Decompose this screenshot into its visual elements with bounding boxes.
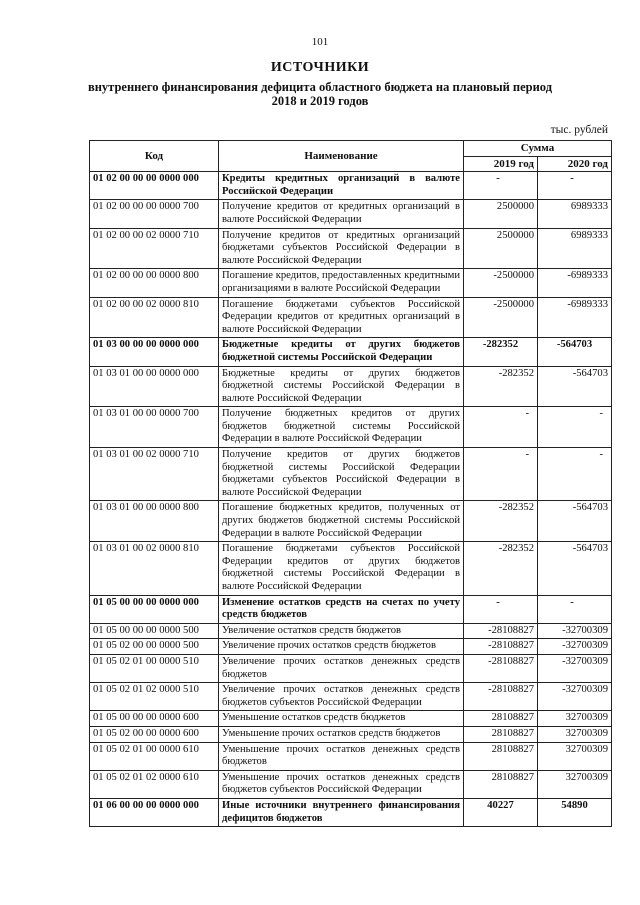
table-row: [90, 228, 612, 269]
row-value-2020: -: [538, 448, 612, 501]
row-name: Бюджетные кредиты от других бюджетов бюджетной системы Российской Федерации в валюте Российской Федерации: [219, 366, 464, 407]
row-value-2019: -28108827: [464, 623, 538, 639]
row-code: 01 02 00 00 00 0000 700: [90, 200, 219, 228]
table-row: [90, 623, 612, 639]
table-row: [90, 726, 612, 742]
row-code: 01 03 01 00 00 0000 000: [90, 366, 219, 407]
row-value-2019: -: [464, 595, 538, 623]
row-value-2019: -282352: [464, 338, 538, 366]
row-name: Иные источники внутреннего финансирования дефицитов бюджетов: [219, 798, 464, 826]
row-code: 01 03 01 00 00 0000 800: [90, 501, 219, 542]
table-row: [90, 172, 612, 200]
row-value-2019: -: [464, 448, 538, 501]
row-name: Погашение бюджетами субъектов Российской Федерации кредитов от других бюджетов бюджетной системы Российской Федерации в валюте Российской Федерации: [219, 542, 464, 595]
row-name: Увеличение остатков средств бюджетов: [219, 623, 464, 639]
page-number: 101: [311, 36, 329, 48]
row-code: 01 05 02 01 02 0000 510: [90, 683, 219, 711]
header-code: Код: [90, 141, 219, 172]
row-name: Погашение кредитов, предоставленных кредитными организациями в валюте Российской Федерации: [219, 269, 464, 297]
row-code: 01 02 00 00 02 0000 710: [90, 228, 219, 269]
row-value-2019: -: [464, 407, 538, 448]
row-name: Уменьшение остатков средств бюджетов: [219, 711, 464, 727]
row-value-2020: 32700309: [538, 742, 612, 770]
row-value-2019: -28108827: [464, 683, 538, 711]
row-code: 01 05 02 00 00 0000 600: [90, 726, 219, 742]
subtitle-line-1: внутреннего финансирования дефицита областного бюджета на плановый период: [87, 80, 553, 94]
row-name: Погашение бюджетами субъектов Российской Федерации кредитов от кредитных организаций в валюте Российской Федерации: [219, 297, 464, 338]
row-value-2020: 32700309: [538, 711, 612, 727]
table-row: [90, 639, 612, 655]
row-value-2020: -564703: [538, 338, 612, 366]
row-value-2019: 2500000: [464, 200, 538, 228]
row-value-2019: 2500000: [464, 228, 538, 269]
row-value-2019: -: [464, 172, 538, 200]
table-row: [90, 448, 612, 501]
row-value-2020: -32700309: [538, 683, 612, 711]
row-name: Получение кредитов от кредитных организаций в валюте Российской Федерации: [219, 200, 464, 228]
table-row: [90, 654, 612, 682]
row-value-2019: -282352: [464, 366, 538, 407]
row-value-2020: -6989333: [538, 269, 612, 297]
row-name: Изменение остатков средств на счетах по учету средств бюджетов: [219, 595, 464, 623]
row-value-2019: 28108827: [464, 726, 538, 742]
row-value-2020: 6989333: [538, 228, 612, 269]
row-code: 01 05 02 01 00 0000 510: [90, 654, 219, 682]
row-value-2020: -: [538, 407, 612, 448]
row-name: Получение кредитов от кредитных организаций бюджетами субъектов Российской Федерации в валюте Российской Федерации: [219, 228, 464, 269]
table-row: [90, 742, 612, 770]
row-value-2020: -32700309: [538, 623, 612, 639]
table-row: [90, 297, 612, 338]
table-row: [90, 269, 612, 297]
row-value-2019: -28108827: [464, 639, 538, 655]
row-name: Уменьшение прочих остатков денежных средств бюджетов: [219, 742, 464, 770]
table-header-row: [90, 141, 612, 157]
row-value-2019: -282352: [464, 542, 538, 595]
table-row: [90, 200, 612, 228]
row-value-2019: 28108827: [464, 742, 538, 770]
row-code: 01 02 00 00 00 0000 000: [90, 172, 219, 200]
row-code: 01 05 00 00 00 0000 600: [90, 711, 219, 727]
row-name: Увеличение прочих остатков средств бюджетов: [219, 639, 464, 655]
row-code: 01 03 00 00 00 0000 000: [90, 338, 219, 366]
row-value-2020: 32700309: [538, 726, 612, 742]
header-name: Наименование: [219, 141, 464, 172]
sources-table: [89, 140, 612, 827]
row-value-2020: -6989333: [538, 297, 612, 338]
row-value-2020: -564703: [538, 542, 612, 595]
unit-label: тыс. рублей: [550, 124, 608, 136]
table-row: [90, 407, 612, 448]
table-row: [90, 366, 612, 407]
row-name: Бюджетные кредиты от других бюджетов бюджетной системы Российской Федерации: [219, 338, 464, 366]
row-name: Погашение бюджетных кредитов, полученных от других бюджетов бюджетной системы Российской Федерации в валюте Российской Федерации: [219, 501, 464, 542]
table-row: [90, 798, 612, 826]
row-value-2020: 54890: [538, 798, 612, 826]
row-value-2019: 28108827: [464, 711, 538, 727]
document-title: ИСТОЧНИКИ: [270, 60, 370, 75]
row-value-2020: -32700309: [538, 639, 612, 655]
row-value-2019: -2500000: [464, 269, 538, 297]
row-code: 01 03 01 00 00 0000 700: [90, 407, 219, 448]
row-value-2020: 32700309: [538, 770, 612, 798]
row-name: Уменьшение прочих остатков денежных средств бюджетов субъектов Российской Федерации: [219, 770, 464, 798]
row-value-2020: -564703: [538, 366, 612, 407]
row-code: 01 05 02 01 02 0000 610: [90, 770, 219, 798]
table-row: [90, 770, 612, 798]
row-name: Получение бюджетных кредитов от других бюджетов бюджетной системы Российской Федерации в валюте Российской Федерации: [219, 407, 464, 448]
row-value-2019: -282352: [464, 501, 538, 542]
row-code: 01 02 00 00 02 0000 810: [90, 297, 219, 338]
row-value-2019: -28108827: [464, 654, 538, 682]
row-value-2019: -2500000: [464, 297, 538, 338]
table-row: [90, 711, 612, 727]
table-row: [90, 595, 612, 623]
table-row: [90, 501, 612, 542]
row-name: Уменьшение прочих остатков средств бюджетов: [219, 726, 464, 742]
row-code: 01 02 00 00 00 0000 800: [90, 269, 219, 297]
row-code: 01 05 02 00 00 0000 500: [90, 639, 219, 655]
row-value-2020: -32700309: [538, 654, 612, 682]
document-subtitle: [0, 80, 640, 108]
row-value-2020: -564703: [538, 501, 612, 542]
header-sum: Сумма: [464, 141, 612, 157]
row-value-2020: -: [538, 172, 612, 200]
table-row: [90, 338, 612, 366]
row-value-2019: 28108827: [464, 770, 538, 798]
row-code: 01 03 01 00 02 0000 710: [90, 448, 219, 501]
row-code: 01 05 00 00 00 0000 000: [90, 595, 219, 623]
table-row: [90, 683, 612, 711]
table-body: [90, 172, 612, 827]
row-code: 01 05 00 00 00 0000 500: [90, 623, 219, 639]
table-row: [90, 542, 612, 595]
row-value-2020: 6989333: [538, 200, 612, 228]
row-name: Кредиты кредитных организаций в валюте Российской Федерации: [219, 172, 464, 200]
header-2020: 2020 год: [538, 156, 612, 172]
row-value-2019: 40227: [464, 798, 538, 826]
row-code: 01 03 01 00 02 0000 810: [90, 542, 219, 595]
row-name: Получение кредитов от других бюджетов бюджетной системы Российской Федерации бюджетами субъектов Российской Федерации в валюте Российской Федерации: [219, 448, 464, 501]
row-name: Увеличение прочих остатков денежных средств бюджетов субъектов Российской Федерации: [219, 683, 464, 711]
row-code: 01 05 02 01 00 0000 610: [90, 742, 219, 770]
row-code: 01 06 00 00 00 0000 000: [90, 798, 219, 826]
header-2019: 2019 год: [464, 156, 538, 172]
row-name: Увеличение прочих остатков денежных средств бюджетов: [219, 654, 464, 682]
subtitle-line-2: 2018 и 2019 годов: [271, 94, 369, 108]
row-value-2020: -: [538, 595, 612, 623]
